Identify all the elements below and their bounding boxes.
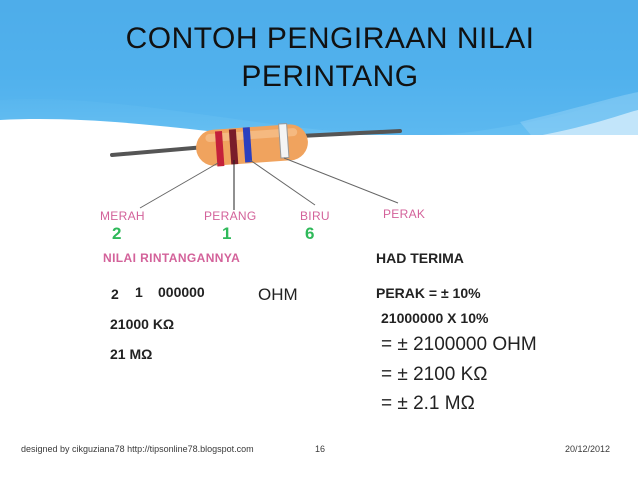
value-heading: NILAI RINTANGANNYA bbox=[103, 251, 241, 265]
band-digit-biru: 6 bbox=[305, 224, 315, 243]
value-digit-first: 2 bbox=[111, 286, 119, 302]
resistor-right-lead bbox=[300, 131, 400, 136]
tolerance-perak: PERAK = ± 10% bbox=[376, 285, 481, 301]
value-kiloohm: 21000 KΩ bbox=[110, 316, 175, 332]
band-label-merah: MERAH bbox=[100, 209, 145, 223]
value-digit-second: 1 bbox=[135, 284, 143, 300]
band-digit-merah: 2 bbox=[112, 224, 122, 243]
value-zeros: 000000 bbox=[158, 284, 205, 300]
footer-page-number: 16 bbox=[315, 444, 326, 454]
footer-credit: designed by cikguziana78 http://tipsonline78.blogspot.com bbox=[21, 444, 254, 454]
tolerance-megaohm: = ± 2.1 MΩ bbox=[381, 393, 475, 414]
band-silver bbox=[279, 124, 289, 158]
band-label-perak: PERAK bbox=[383, 207, 426, 221]
tolerance-multiply: 21000000 X 10% bbox=[381, 310, 489, 326]
tolerance-ohm: = ± 2100000 OHM bbox=[381, 334, 537, 355]
value-megaohm: 21 MΩ bbox=[110, 346, 153, 362]
tolerance-heading: HAD TERIMA bbox=[376, 250, 464, 266]
pointer-line-perak bbox=[284, 158, 398, 203]
pointer-line-merah bbox=[140, 163, 218, 208]
resistor-left-lead bbox=[112, 147, 205, 155]
band-label-perang: PERANG bbox=[204, 209, 257, 223]
slide-title: CONTOH PENGIRAAN NILAI PERINTANG bbox=[125, 22, 535, 93]
tolerance-kiloohm: = ± 2100 KΩ bbox=[381, 364, 488, 385]
band-label-biru: BIRU bbox=[300, 209, 330, 223]
value-unit-ohm: OHM bbox=[258, 285, 298, 304]
band-digit-perang: 1 bbox=[222, 224, 232, 243]
footer-date: 20/12/2012 bbox=[565, 444, 611, 454]
